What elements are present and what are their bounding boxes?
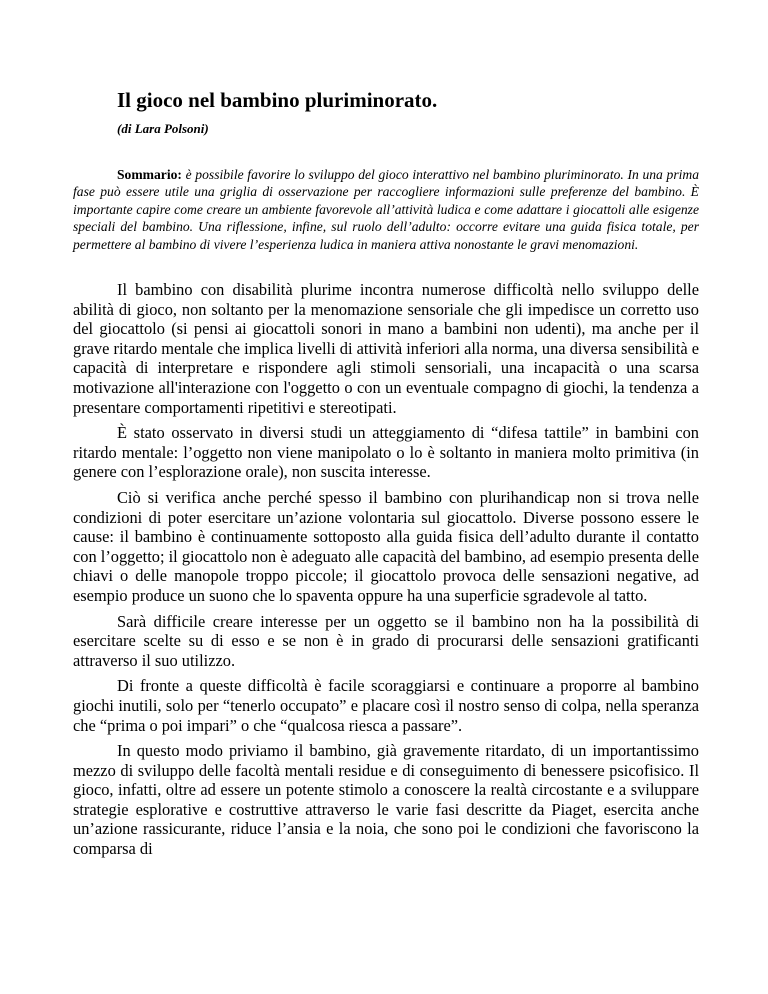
document-body bbox=[73, 280, 699, 859]
body-paragraph-3: Ciò si verifica anche perché spesso il bambino con plurihandicap non si trova nelle condizioni di poter esercitare un’azione volontaria sul giocattolo. Diverse possono essere le cause: il bambino è continuamente sottoposto alla guida fisica dell’adulto durante il contatto con l’oggetto; il giocattolo non è adeguato alle capacità del bambino, ad esempio presenta delle chiavi o delle manopole troppo piccole; il giocattolo provoca delle sensazioni negative, ad esempio produce un suono che lo spaventa oppure ha una superficie sgradevole al tatto. bbox=[73, 487, 699, 605]
body-paragraph-4: Sarà difficile creare interesse per un oggetto se il bambino non ha la possibilità di esercitare scelte su di esso e se non è in grado di procurarsi delle sensazioni gratificanti attraverso il suo utilizzo. bbox=[73, 611, 699, 670]
body-paragraph-2: È stato osservato in diversi studi un atteggiamento di “difesa tattile” in bambini con ritardo mentale: l’oggetto non viene manipolato o lo è soltanto in maniera molto primitiva (in genere con l’esplorazione orale), non suscita interesse. bbox=[73, 423, 699, 482]
summary-text: è possibile favorire lo sviluppo del gioco interattivo nel bambino pluriminorato. In una prima fase può essere utile una griglia di osservazione per raccogliere informazioni sulle preferenze del bambino. È importante capire come creare un ambiente favorevole all’attività ludica e come adattare i giocattoli alle esigenze speciali del bambino. Una riflessione, infine, sul ruolo dell’adulto: occorre evitare una guida fisica totale, per permettere al bambino di vivere l’esperienza ludica in maniera attiva nonostante le gravi menomazioni. bbox=[73, 167, 699, 252]
body-paragraph-6: In questo modo priviamo il bambino, già gravemente ritardato, di un importantissimo mezzo di sviluppo delle facoltà mentali residue e di conseguimento di benessere psicofisico. Il gioco, infatti, oltre ad essere un potente stimolo a conoscere la realtà circostante e a sviluppare strategie esplorative e costruttive attraverso le varie fasi descritte da Piaget, esercita anche un’azione rassicurante, riduce l’ansia e la noia, che sono poi le condizioni che favoriscono la comparsa di bbox=[73, 741, 699, 859]
document-summary bbox=[73, 166, 699, 253]
document-title: Il gioco nel bambino pluriminorato. bbox=[117, 88, 438, 112]
document-page bbox=[73, 86, 699, 865]
summary-label: Sommario: bbox=[117, 167, 182, 182]
document-author: (di Lara Polsoni) bbox=[117, 121, 209, 136]
body-paragraph-1: Il bambino con disabilità plurime incontra numerose difficoltà nello sviluppo delle abilità di gioco, non soltanto per la menomazione sensoriale che gli impedisce un corretto uso del giocattolo (si pensi ai giocattoli sonori in mano a bambini non udenti), ma anche per il grave ritardo mentale che implica livelli di attività inferiori alla norma, una diversa sensibilità e capacità di interpretare e rispondere agli stimoli sensoriali, una incapacità o una scarsa motivazione all'interazione con l'oggetto o con un eventuale compagno di giochi, la tendenza a presentare comportamenti ripetitivi e stereotipati. bbox=[73, 280, 699, 417]
body-paragraph-5: Di fronte a queste difficoltà è facile scoraggiarsi e continuare a proporre al bambino giochi inutili, solo per “tenerlo occupato” e placare così il nostro senso di colpa, nella speranza che “prima o poi impari” o che “qualcosa riesca a passare”. bbox=[73, 676, 699, 735]
